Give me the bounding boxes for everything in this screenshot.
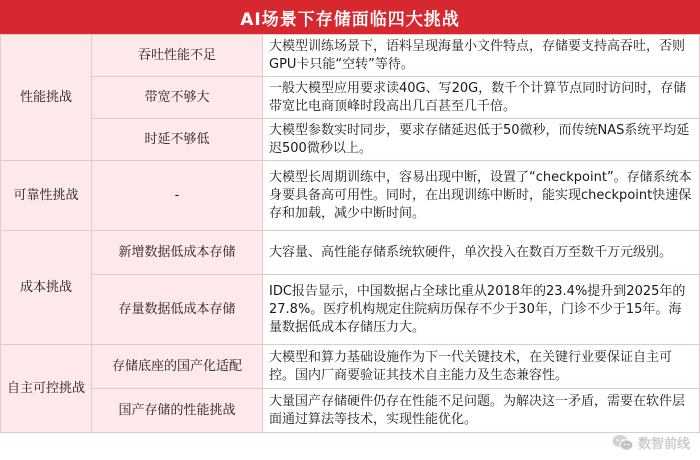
table-row [1,35,700,77]
description-cell: 大容量、高性能存储系统软硬件，单次投入在数百万至数千万元级别。 [263,231,700,275]
page-title: AI场景下存储面临四大挑战 [0,0,700,34]
watermark-text: 数智前线 [637,437,690,452]
category-cell: 自主可控挑战 [1,345,92,433]
challenges-table [0,34,700,433]
table-row [1,161,700,231]
watermark [612,433,690,452]
subcategory-cell: 存储底座的国产化适配 [92,345,263,389]
description-cell: 大模型训练场景下，语料呈现海量小文件特点，存储要支持高吞吐，否则GPU卡只能“空转”等待。 [263,35,700,77]
description-cell: 大模型长周期训练中，容易出现中断，设置了“checkpoint”。存储系统本身要具备高可用性。同时，在出现训练中断时，能实现checkpoint快速保存和加载，减少中断时间。 [263,161,700,231]
subcategory-cell: 时延不够低 [92,119,263,161]
description-cell: 大模型和算力基础设施作为下一代关键技术，在关键行业要保证自主可控。国内厂商要验证其技术自主能力及生态兼容性。 [263,345,700,389]
subcategory-cell: 国产存储的性能挑战 [92,389,263,433]
description-cell: IDC报告显示，中国数据占全球比重从2018年的23.4%提升到2025年的27.8%。医疗机构规定住院病历保存不少于30年，门诊不少于15年。海量数据低成本存储压力大。 [263,275,700,345]
category-cell: 性能挑战 [1,35,92,161]
subcategory-cell: 吞吐性能不足 [92,35,263,77]
subcategory-cell: 带宽不够大 [92,77,263,119]
description-cell: 大量国产存储硬件仍存在性能不足问题。为解决这一矛盾，需要在软件层面通过算法等技术，实现性能优化。 [263,389,700,433]
table-row [1,389,700,433]
table-row [1,231,700,275]
subcategory-cell: - [92,161,263,231]
table-row [1,119,700,161]
category-cell: 成本挑战 [1,231,92,345]
table-row [1,77,700,119]
table-row [1,345,700,389]
wechat-logo-icon [612,434,634,452]
description-cell: 大模型参数实时同步，要求存储延迟低于50微秒，而传统NAS系统平均延迟500微秒以上。 [263,119,700,161]
subcategory-cell: 存量数据低成本存储 [92,275,263,345]
category-cell: 可靠性挑战 [1,161,92,231]
table-row [1,275,700,345]
description-cell: 一般大模型应用要求读40G、写20G，数千个计算节点同时访问时，存储带宽比电商顶峰时段高出几百甚至几千倍。 [263,77,700,119]
subcategory-cell: 新增数据低成本存储 [92,231,263,275]
